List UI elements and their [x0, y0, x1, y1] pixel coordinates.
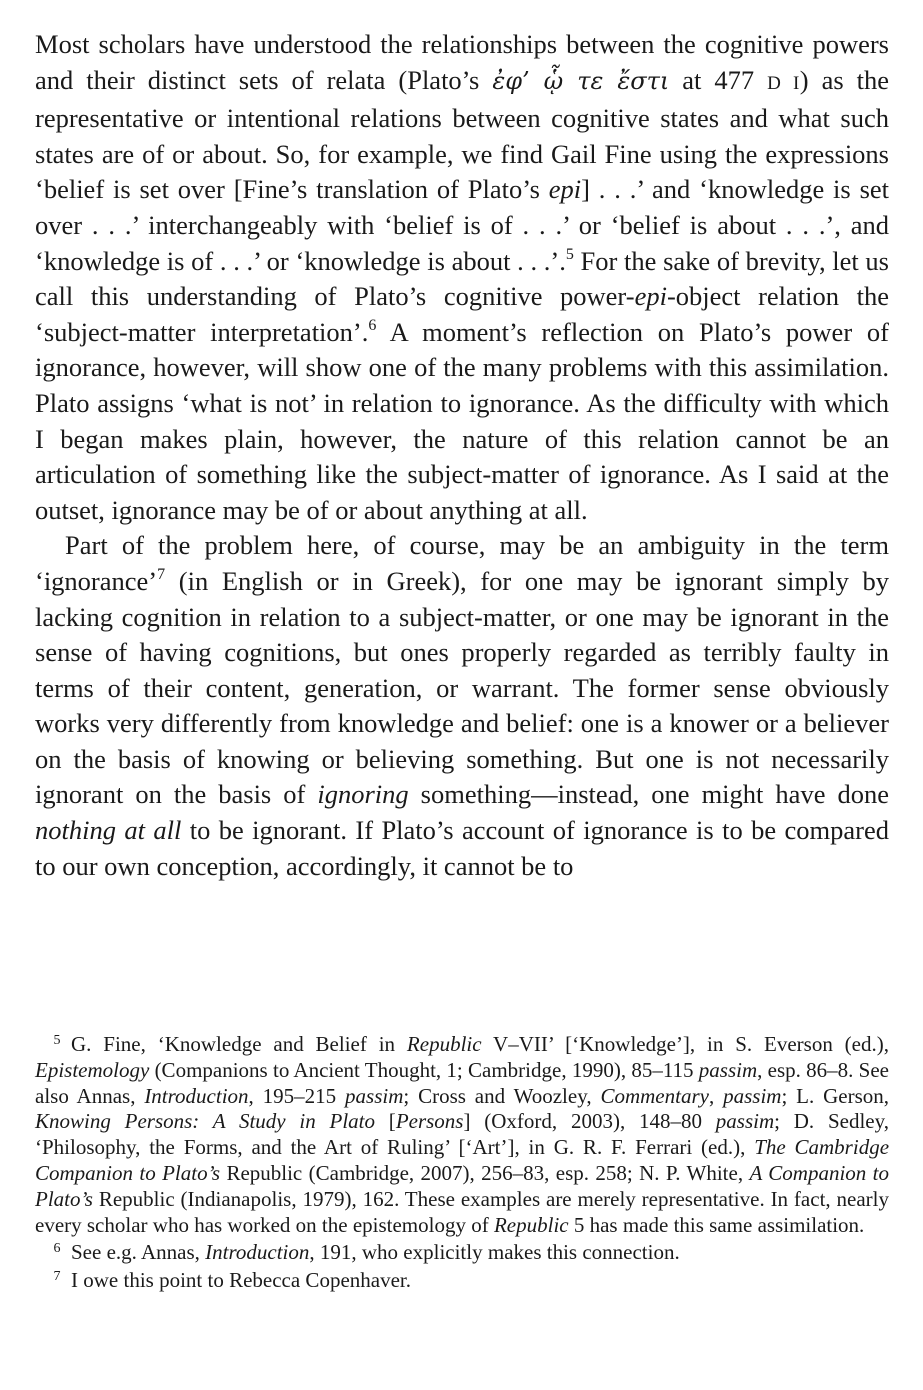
italic-text: Commentary: [600, 1083, 709, 1108]
italic-text: The Cambridge Companion to Plato’s: [35, 1135, 890, 1185]
footnote-ref: 5: [565, 245, 574, 263]
italic-text: nothing at all: [35, 815, 182, 846]
italic-text: Republic: [493, 1212, 569, 1237]
italic-text: Knowing Persons: A Study in Plato: [35, 1109, 376, 1134]
footnotes: [35, 1032, 889, 1294]
small-caps-text: D I: [767, 72, 800, 94]
italic-text: Introduction: [144, 1083, 249, 1108]
footnote-5: 5 G. Fine, ‘Knowledge and Belief in Republic V–VII’ [‘Knowledge’], in S. Everson (ed.), Epistemology (Companions to Ancient Thought, 1; Cambridge, 1990), 85–115 passim, esp. 86–8. See also Annas, Introduction, 195–215 passim; Cross and Woozley, Commentary, passim; L. Gerson, Knowing Persons: A Study in Plato [Persons] (Oxford, 2003), 148–80 passim; D. Sedley, ‘Philosophy, the Forms, and the Art of Ruling’ [‘Art’], in G. R. F. Ferrari (ed.), The Cambridge Companion to Plato’s Republic (Cambridge, 2007), 256–83, esp. 258; N. P. White, A Companion to Plato’s Republic (Indianapolis, 1979), 162. These examples are merely representative. In fact, nearly every scholar who has worked on the epistemology of Republic 5 has made this same assimilation.: [35, 1032, 890, 1237]
italic-text: Introduction: [205, 1240, 310, 1265]
italic-text: Persons: [395, 1109, 464, 1134]
footnote-ref: 7: [157, 565, 166, 583]
footnote-text: G. Fine, ‘Knowledge and Belief in Republic V–VII’ [‘Knowledge’], in S. Everson (ed.), Epistemology (Companions to Ancient Thought, 1; Cambridge, 1990), 85–115 passim, esp. 86–8. See also Annas, Introduction, 195–215 passim; Cross and Woozley, Commentary, passim; L. Gerson, Knowing Persons: A Study in Plato [Persons] (Oxford, 2003), 148–80 passim; D. Sedley, ‘Philosophy, the Forms, and the Art of Ruling’ [‘Art’], in G. R. F. Ferrari (ed.), The Cambridge Companion to Plato’s Republic (Cambridge, 2007), 256–83, esp. 258; N. P. White, A Companion to Plato’s Republic (Indianapolis, 1979), 162. These examples are merely representative. In fact, nearly every scholar who has worked on the epistemology of Republic 5 has made this same assimilation.: [35, 1032, 890, 1237]
body-paragraph: Most scholars have understood the relationships between the cognitive powers and their distinct sets of relata (Plato’s ἐφ’ ᾧ τε ἔστι at 477 D I) as the representative or intentional relations between cognitive states and what such states are of or about. So, for example, we find Gail Fine using the expressions ‘belief is set over [Fine’s translation of Plato’s epi] . . .’ and ‘knowledge is set over . . .’ interchangeably with ‘belief is of . . .’ or ‘belief is about . . .’, and ‘knowledge is of . . .’ or ‘knowledge is about . . .’.$^5$ For the sake of brevity, let us call this understanding of Plato’s cognitive power-epi-object relation the ‘subject-matter interpretation’.$^6$ A moment’s reflection on Plato’s power of ignorance, however, will show one of the many problems with this assimilation. Plato assigns ‘what is not’ in relation to ignorance. As the difficulty with which I began makes plain, however, the nature of this relation cannot be an articulation of something like the subject-matter of ignorance. As I said at the outset, ignorance may be of or about anything at all.: [35, 29, 890, 525]
italic-text: passim: [715, 1109, 775, 1134]
footnote-text: See e.g. Annas, Introduction, 191, who explicitly makes this connection.: [71, 1240, 680, 1265]
footnote-6: 6 See e.g. Annas, Introduction, 191, who explicitly makes this connection.: [53, 1240, 680, 1265]
italic-text: passim: [698, 1057, 758, 1082]
italic-text: epi: [634, 281, 667, 312]
italic-text: Republic: [406, 1032, 482, 1056]
italic-text: ignoring: [317, 779, 409, 810]
footnote-ref: 6: [368, 316, 377, 334]
italic-text: passim: [345, 1083, 404, 1108]
italic-text: passim: [723, 1083, 782, 1108]
footnote-7: 7 I owe this point to Rebecca Copenhaver.: [53, 1268, 411, 1293]
greek-text: ἐφ’ ᾧ τε ἔστι: [492, 66, 670, 95]
italic-text: A Companion to Plato’s: [35, 1160, 890, 1211]
body-paragraph: Part of the problem here, of course, may be an ambiguity in the term ‘ignorance’$^7$ (in English or in Greek), for one may be ignorant simply by lacking cognition in relation to a subject-matter, or one may be ignorant in the sense of having cognitions, but ones properly regarded as terribly faulty in terms of their content, generation, or warrant. The former sense obviously works very differently from knowledge and belief: one is a knower or a believer on the basis of knowing or believing something. But one is not necessarily ignorant on the basis of ignoring something—instead, one might have done nothing at all to be ignorant. If Plato’s account of ignorance is to be compared to our own conception, accordingly, it cannot be to: [35, 530, 889, 881]
italic-text: Epistemology: [35, 1057, 150, 1082]
footnote-text: I owe this point to Rebecca Copenhaver.: [71, 1268, 411, 1293]
italic-text: epi: [548, 174, 582, 205]
main-text: [35, 27, 889, 884]
